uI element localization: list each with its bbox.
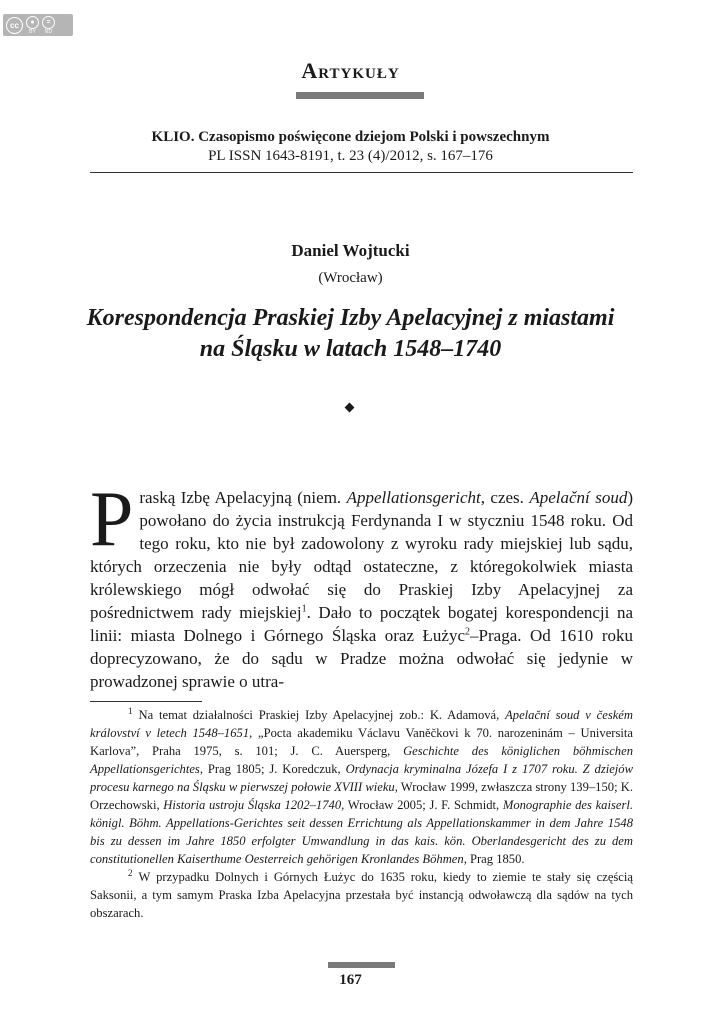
footnotes (90, 706, 633, 922)
journal-issn: PL ISSN 1643-8191, t. 23 (4)/2012, s. 167–176 (208, 148, 493, 164)
footnote-ref-1[interactable]: 1 (301, 603, 307, 615)
journal-name: KLIO. Czasopismo poświęcone dziejom Polski i powszechnym (151, 129, 550, 145)
page-bar (328, 962, 395, 968)
author-name: Daniel Wojtucki (291, 241, 410, 260)
article-title (0, 303, 701, 365)
author-affiliation: (Wrocław) (318, 270, 383, 286)
title-line-2: na Śląsku w latach 1548–1740 (199, 336, 502, 362)
footnote-ref-2[interactable]: 2 (465, 626, 471, 638)
section-title: Artykuły (301, 58, 400, 83)
by-label: BY (29, 28, 36, 35)
footnote-1: $^1$ Na temat działalności Praskiej Izby Apelacyjnej zob.: K. Adamová, Apelační soud v českém království v letech 1548–1651, „Pocta akademiku Václavu Vaněčkovi k 70. narozeninám – Universita Karlova”, Praha 1975, s. 101; J. C. Auersperg, Geschichte des königlichen böhmischen Appellationsgerichtes, Prag 1805; J. Koredczuk, Ordynacja kryminalna Józefa I z 1707 roku. Z dziejów procesu karnego na Śląsku w pierwszej połowie XVIII wieku, Wrocław 1999, zwłaszcza strony 139–150; K. Orzechowski, Historia ustroju Śląska 1202–1740, Wrocław 2005; J. F. Schmidt, Monographie des kaiserl. königl. Böhm. Appellations-Gerichtes seit dessen Errichtung als Appellationskammer in dem Jahre 1548 bis zu dessen im Jahre 1850 erfolgter Umwandlung in das kais. kön. Oberlandesgericht des zu dem constitutionellen Kaiserthume Oesterreich gehörigen Kronlandes Böhmen, Prag 1850. (90, 705, 634, 866)
equals-icon: = (42, 16, 55, 29)
cc-icon: cc (6, 17, 23, 34)
person-icon: ● (26, 16, 39, 29)
footnote-2: $^2$ W przypadku Dolnych i Górnych Łużyc do 1635 roku, kiedy to ziemie te stały się częścią Saksonii, a tym samym Praska Izba Apelacyjna przestała być instancją odwoławczą dla sądów na tych obszarach. (90, 867, 633, 920)
page-number: 167 (339, 972, 362, 988)
nd-label: ND (44, 28, 53, 35)
body-text (90, 475, 633, 693)
drop-cap: P (90, 475, 134, 562)
license-badge (3, 14, 73, 36)
section-bar (296, 92, 424, 99)
header-rule (90, 172, 633, 173)
title-line-1: Korespondencja Praskiej Izby Apelacyjnej z miastami (86, 305, 615, 331)
footnote-rule (90, 701, 202, 702)
paragraph-1: Praską Izbę Apelacyjną (niem. Appellationsgericht, czes. Apelační soud) powołano do życia instrukcją Ferdynanda I w styczniu 1548 roku. Od tego roku, kto nie był zadowolony z wyroku rady miejskiej lub sądu, których orzeczenia nie były odtąd ostateczne, z któregokolwiek miasta królewskiego mógł odwołać się do Praskiej Izby Apelacyjnej za pośrednictwem rady miejskiej$^1$. Dało to początek bogatej korespondencji na linii: miasta Dolnego i Górnego Śląska oraz Łużyc$^2$–Praga. Od 1610 roku doprecyzowano, że do sądu w Pradze można odwołać się jedynie w prowadzonej sprawie o utra- (90, 475, 633, 691)
diamond-ornament (345, 403, 355, 413)
